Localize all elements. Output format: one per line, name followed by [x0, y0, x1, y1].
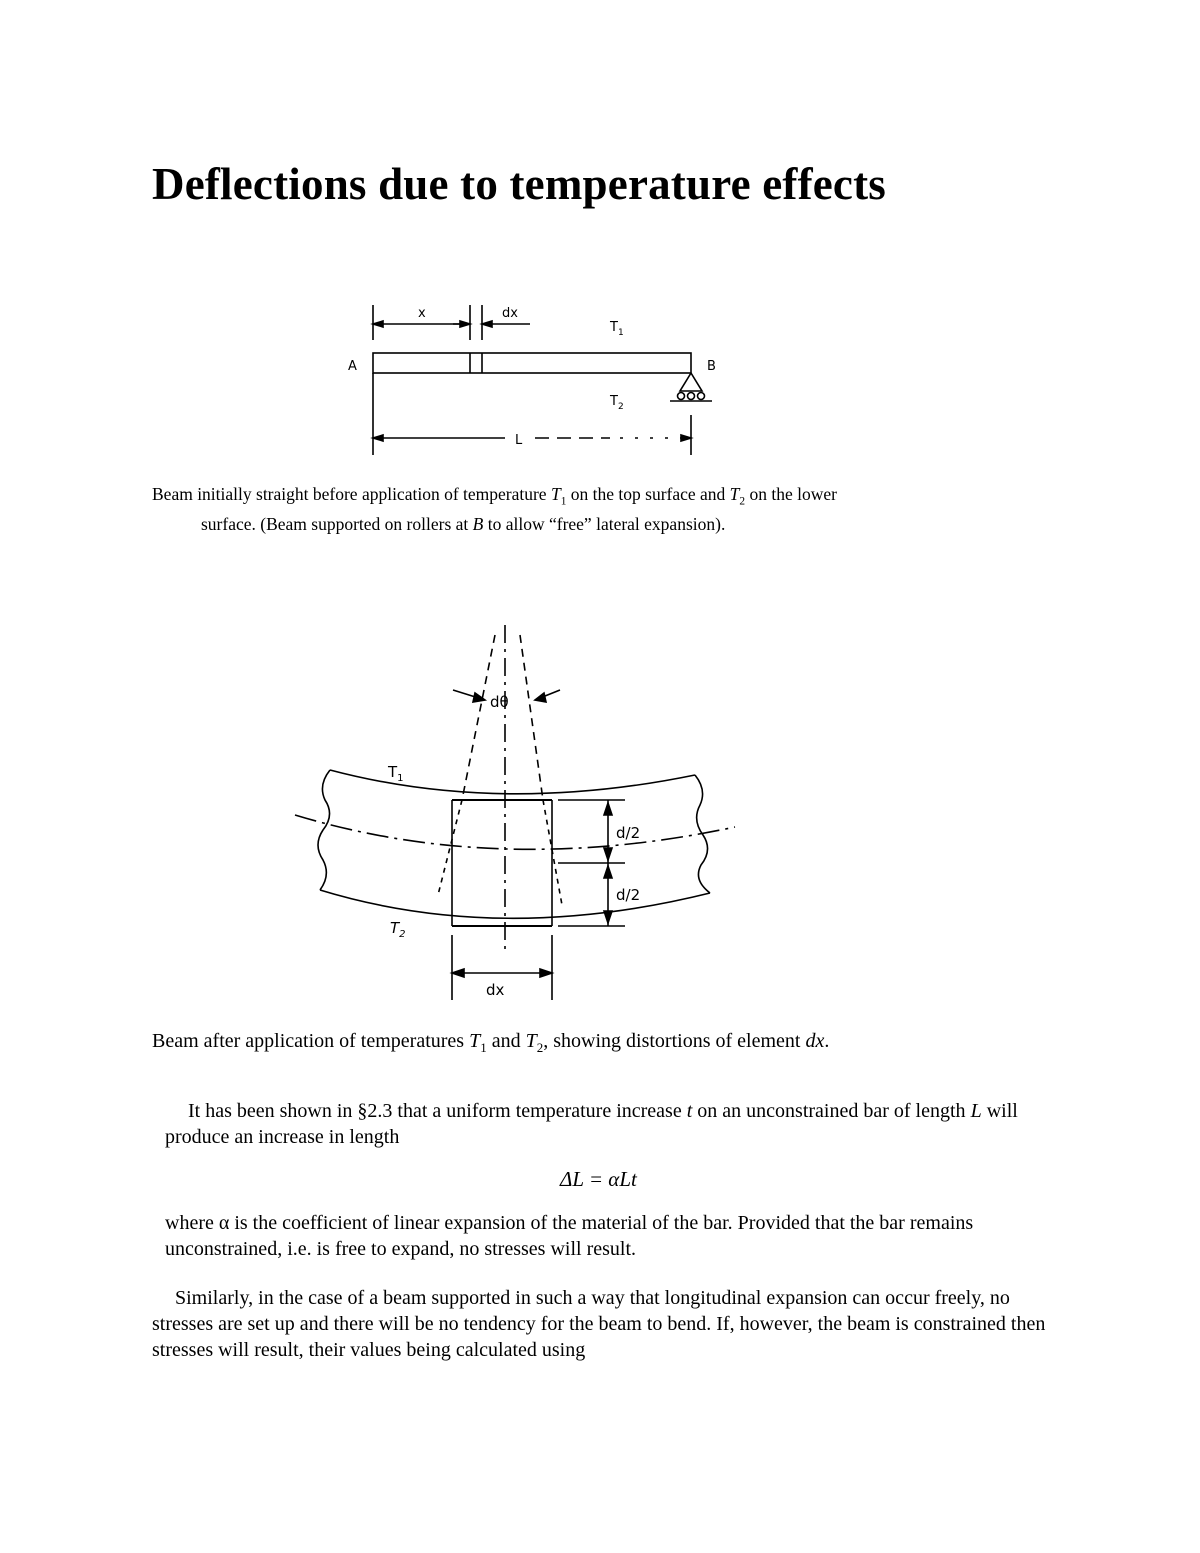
caption1-text: on the lower: [745, 484, 837, 504]
label-t1: $T_1$: [388, 763, 404, 784]
label-x: x: [418, 306, 426, 321]
symbol-b: B: [472, 513, 484, 534]
symbol-t1-sub: 1: [480, 1040, 487, 1055]
label-d2-top: d/2: [616, 824, 641, 842]
equation-delta-l: ΔL = αLt: [560, 1167, 637, 1191]
paragraph-3: [152, 1285, 1057, 1363]
caption2-text: Beam after application of temperatures: [152, 1030, 470, 1052]
label-dx: dx: [486, 981, 505, 999]
paragraph-text: on an unconstrained bar of length: [692, 1100, 971, 1122]
label-dx: dx: [502, 306, 518, 321]
paragraph-text: Similarly, in the case of a beam supported in such a way that longitudinal expansion can occur freely, no stresses are set up and there will be no tendency for the beam to bend. If, however, the beam is constrained then stresses will result, their values being calculated using: [152, 1287, 1046, 1361]
paragraph-1: [165, 1098, 1065, 1150]
symbol-t1-sub: 1: [560, 495, 567, 508]
straight-beam-diagram: [330, 295, 750, 465]
symbol-t2: T: [729, 484, 740, 504]
symbol-t1: T: [469, 1030, 481, 1052]
symbol-t2-sub: 2: [739, 495, 746, 508]
roller: [678, 393, 685, 400]
caption1-line2: [152, 513, 1052, 535]
label-d2-bottom: d/2: [616, 886, 641, 904]
beam-top-surface: [330, 770, 695, 794]
bent-beam-diagram: [290, 615, 750, 1010]
arrow-head-left: [373, 321, 383, 327]
label-b: B: [707, 359, 716, 374]
beam-body: [373, 353, 691, 373]
label-t2: $T_2$: [390, 919, 406, 940]
figure-bent-beam: [290, 615, 750, 1010]
beam-bottom-surface: [320, 890, 710, 918]
paragraph-text: will produce an increase in length: [165, 1100, 1018, 1148]
beam-break-left: [318, 770, 330, 890]
label-dtheta: dθ: [490, 693, 509, 711]
symbol-t: t: [686, 1100, 693, 1122]
symbol-t2: T: [525, 1030, 537, 1052]
paragraph-2: where α is the coefficient of linear expansion of the material of the bar. Provided that the bar remains unconstrained, i.e. is free to expand, no stresses will result.: [165, 1212, 974, 1260]
label-l: L: [515, 433, 523, 448]
caption-figure-2: [152, 1030, 829, 1056]
caption2-text: .: [824, 1030, 830, 1052]
caption-figure-1: [152, 483, 1052, 535]
label-t1: $T_1$: [610, 320, 624, 338]
caption1-text: Beam initially straight before application of temperature: [152, 484, 551, 504]
roller: [698, 393, 705, 400]
label-a: A: [348, 359, 357, 374]
caption1-text: surface. (Beam supported on rollers at: [201, 513, 473, 534]
figure-straight-beam: [330, 295, 750, 465]
roller: [688, 393, 695, 400]
page-title: Deflections due to temperature effects: [152, 159, 886, 209]
label-t2: $T_2$: [610, 394, 624, 412]
symbol-t1: T: [550, 484, 561, 504]
caption1-text: to allow “free” lateral expansion).: [483, 513, 726, 534]
caption2-text: , showing distortions of element: [543, 1030, 806, 1052]
paragraph-text: It has been shown in §2.3 that a uniform temperature increase: [188, 1100, 687, 1122]
symbol-l: L: [970, 1100, 982, 1122]
neutral-axis: [295, 815, 735, 849]
pin-support: [680, 373, 702, 391]
caption2-text: and: [486, 1030, 526, 1052]
caption1-text: on the top surface and: [566, 484, 730, 504]
symbol-dx: dx: [805, 1030, 825, 1052]
symbol-t2-sub: 2: [536, 1040, 544, 1055]
